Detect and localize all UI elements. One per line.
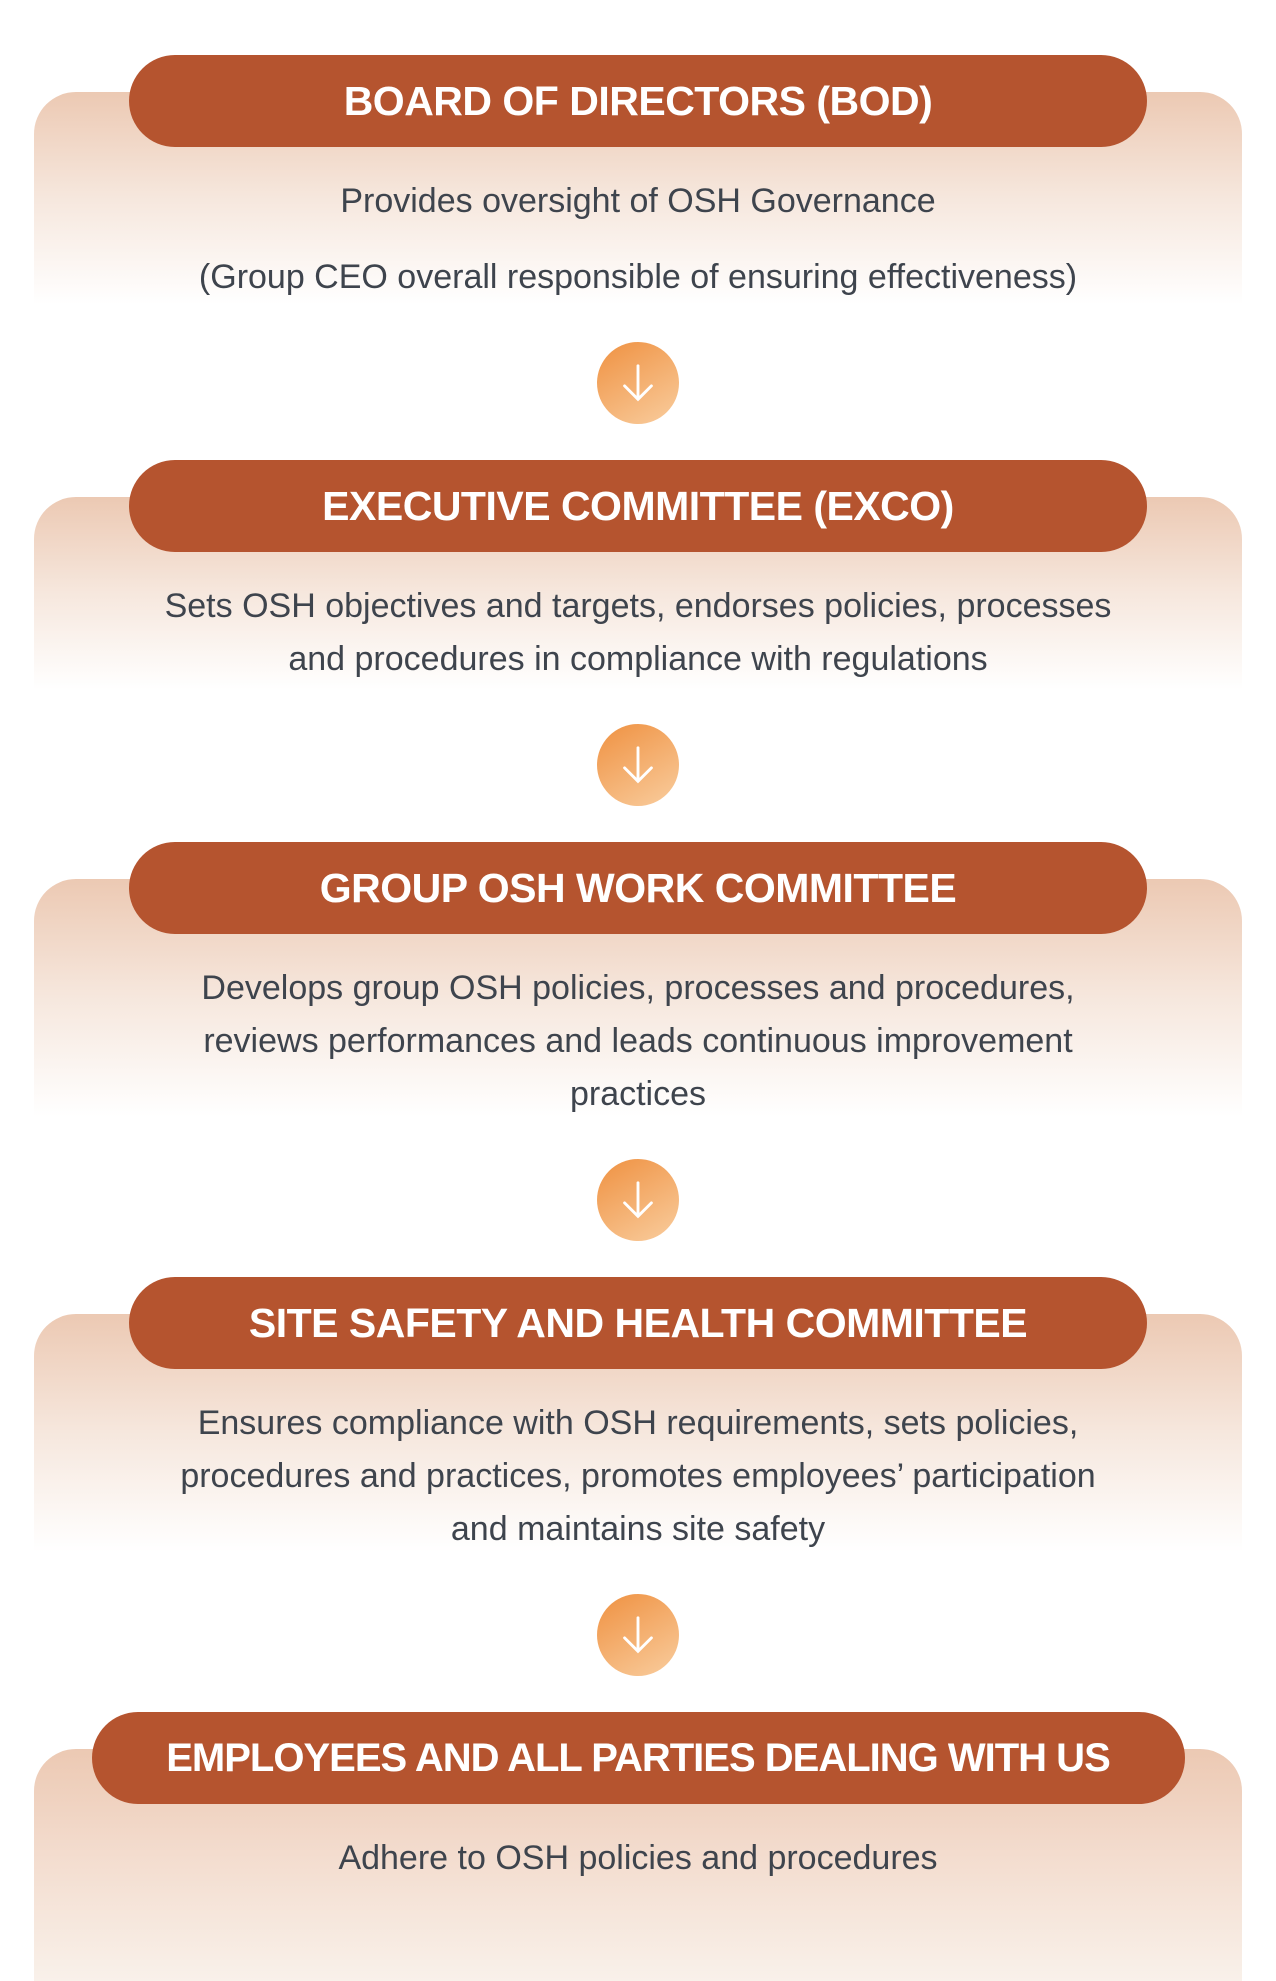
- level-pill-bod: [129, 55, 1147, 147]
- level-description-line: procedures and practices, promotes employees’ participation: [180, 1457, 1096, 1495]
- down-arrow-icon: [615, 742, 661, 788]
- flow-connector: [597, 1159, 679, 1241]
- level-title: EMPLOYEES AND ALL PARTIES DEALING WITH US: [166, 1735, 1110, 1780]
- level-section-employees: [0, 1712, 1276, 1981]
- level-description-line: (Group CEO overall responsible of ensuring effectiveness): [198, 258, 1078, 296]
- level-title: EXECUTIVE COMMITTEE (EXCO): [322, 482, 954, 529]
- level-description-line: Sets OSH objectives and targets, endorses policies, processes: [164, 587, 1112, 625]
- down-arrow-icon: [615, 1177, 661, 1223]
- level-description-line: and procedures in compliance with regulations: [288, 640, 988, 678]
- level-description-line: practices: [569, 1075, 707, 1113]
- flow-connector: [597, 1594, 679, 1676]
- level-section-bod: [0, 55, 1276, 342]
- level-pill-site-safety: [129, 1277, 1147, 1369]
- level-section-group-osh: [0, 842, 1276, 1159]
- level-pill-employees: [92, 1712, 1185, 1804]
- level-description-line: Provides oversight of OSH Governance: [340, 182, 936, 220]
- down-arrow-icon: [615, 1612, 661, 1658]
- level-description-line: and maintains site safety: [450, 1510, 826, 1548]
- level-section-exco: [0, 460, 1276, 724]
- level-description-line: Ensures compliance with OSH requirements, sets policies,: [197, 1404, 1079, 1442]
- flow-connector: [597, 342, 679, 424]
- flow-connector: [597, 724, 679, 806]
- level-pill-group-osh: [129, 842, 1147, 934]
- level-section-site-safety: [0, 1277, 1276, 1594]
- level-description-line: Adhere to OSH policies and procedures: [338, 1839, 938, 1877]
- down-arrow-icon: [615, 360, 661, 406]
- level-title: GROUP OSH WORK COMMITTEE: [319, 864, 957, 911]
- level-description-line: reviews performances and leads continuous improvement: [203, 1022, 1073, 1060]
- level-title: SITE SAFETY AND HEALTH COMMITTEE: [248, 1299, 1028, 1346]
- level-title: BOARD OF DIRECTORS (BOD): [343, 77, 933, 124]
- level-description-line: Develops group OSH policies, processes and procedures,: [201, 969, 1075, 1007]
- level-pill-exco: [129, 460, 1147, 552]
